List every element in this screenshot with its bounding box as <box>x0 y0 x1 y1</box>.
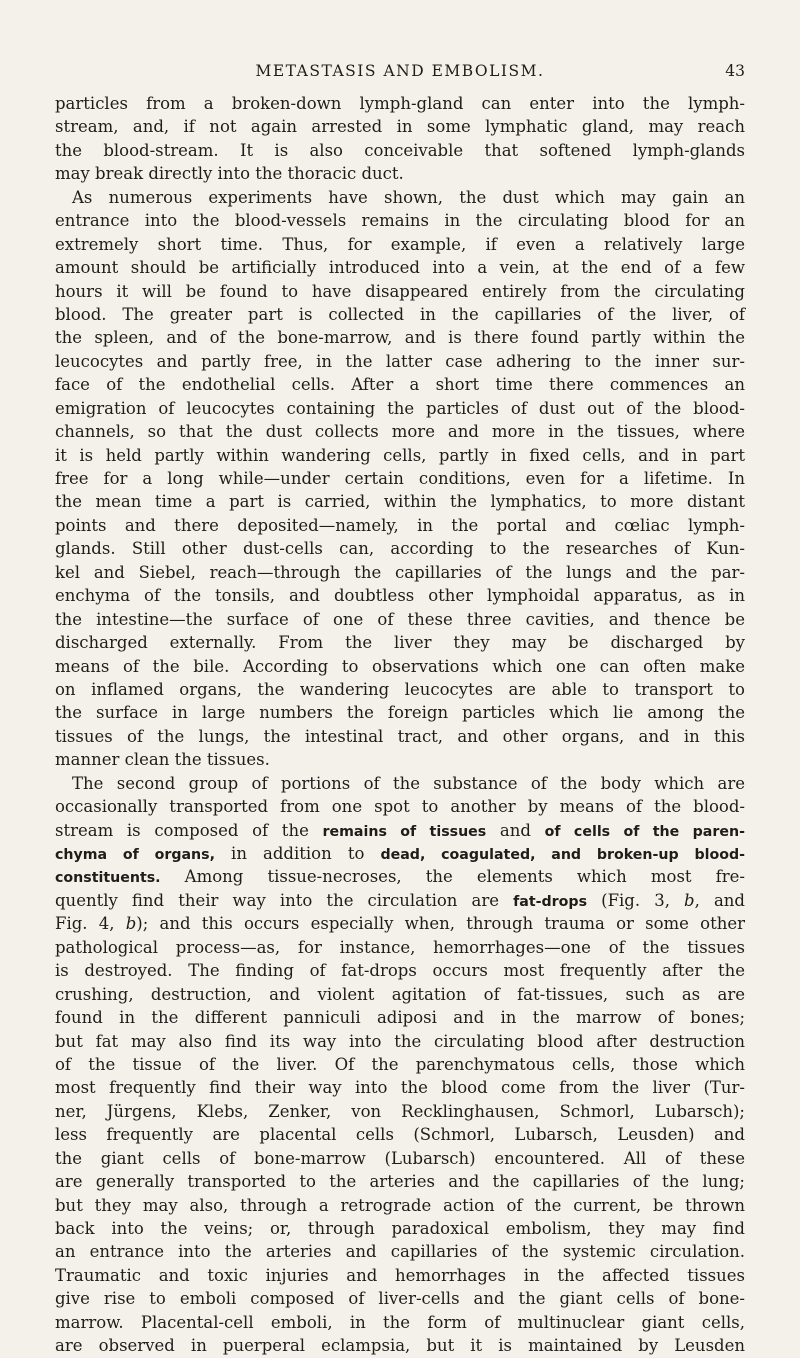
text-line: but fat may also find its way into the circulating blood after destruction <box>55 1031 745 1051</box>
text-line: ner, Jürgens, Klebs, Zenker, von Recklinghausen, Schmorl, Lubarsch); <box>55 1101 745 1121</box>
text-line: on inflamed organs, the wandering leucocytes are able to transport to <box>55 679 745 699</box>
text-run: Fig. 4, <box>55 914 126 934</box>
text-line: face of the endothelial cells. After a short time there commences an <box>55 375 745 395</box>
text-run: ); and this occurs especially when, through trauma or some other <box>136 914 745 934</box>
text-line <box>55 842 745 865</box>
text-line: crushing, destruction, and violent agitation of fat-tissues, such as are <box>55 984 745 1004</box>
running-head <box>55 60 745 82</box>
text-line: manner clean the tissues. <box>55 750 270 770</box>
text-line: of the tissue of the liver. Of the parenchymatous cells, those which <box>55 1054 745 1074</box>
text-line: give rise to emboli composed of liver-cells and the giant cells of bone- <box>55 1289 745 1309</box>
text-line: may break directly into the thoracic duct. <box>55 164 404 184</box>
text-line: tissues of the lungs, the intestinal tract, and other organs, and in this <box>55 726 745 746</box>
emphasized-run: dead, coagulated, and broken-up blood- <box>380 847 745 863</box>
emphasized-run: fat-drops <box>513 893 588 910</box>
body-text <box>55 92 745 1358</box>
text-run: Among tissue-necroses, the elements which most fre- <box>160 867 745 887</box>
text-line: As numerous experiments have shown, the dust which may gain an <box>72 187 745 207</box>
text-run: and <box>486 820 545 840</box>
text-line: found in the different panniculi adiposi and in the marrow of bones; <box>55 1008 745 1028</box>
text-line: is destroyed. The finding of fat-drops occurs most frequently after the <box>55 961 745 981</box>
text-line: means of the bile. According to observations which one can often make <box>55 656 745 676</box>
text-line: stream, and, if not again arrested in some lymphatic gland, may reach <box>55 117 745 137</box>
text-line: free for a long while—under certain conditions, even for a lifetime. In <box>55 469 745 488</box>
emphasized-run: of cells of the paren- <box>544 823 745 840</box>
text-line: hours it will be found to have disappeared entirely from the circulating <box>55 281 745 301</box>
text-line: most frequently find their way into the blood come from the liver (Tur- <box>55 1078 745 1098</box>
text-line: extremely short time. Thus, for example, if even a relatively large <box>55 234 745 254</box>
emphasized-run: chyma of organs, <box>55 847 215 863</box>
text-line <box>55 819 745 842</box>
text-line: it is held partly within wandering cells, partly in fixed cells, and in part <box>55 445 745 465</box>
text-line: marrow. Placental-cell emboli, in the form of multinuclear giant cells, <box>55 1312 745 1332</box>
text-line: the intestine—the surface of one of these three cavities, and thence be <box>55 609 745 629</box>
text-line: discharged externally. From the liver they may be discharged by <box>55 633 745 653</box>
text-line: emigration of leucocytes containing the particles of dust out of the blood- <box>55 398 745 418</box>
emphasized-run: remains of tissues <box>322 823 487 840</box>
text-run: stream is composed of the <box>55 820 323 840</box>
text-line: Traumatic and toxic injuries and hemorrhages in the affected tissues <box>55 1265 745 1285</box>
text-line: an entrance into the arteries and capillaries of the systemic circulation. <box>55 1242 745 1262</box>
text-line: blood. The greater part is collected in the capillaries of the liver, of <box>55 304 745 324</box>
text-line: the surface in large numbers the foreign particles which lie among the <box>55 703 745 723</box>
text-run: in addition to <box>214 844 381 863</box>
text-line: less frequently are placental cells (Schmorl, Lubarsch, Leusden) and <box>55 1125 745 1145</box>
page-number: 43 <box>725 62 745 80</box>
text-line: The second group of portions of the substance of the body which are <box>72 773 745 793</box>
text-line: the spleen, and of the bone-marrow, and is there found partly within the <box>55 328 745 348</box>
italic-run: b <box>684 890 695 910</box>
text-line: particles from a broken-down lymph-gland can enter into the lymph- <box>55 94 745 113</box>
italic-run: b <box>125 914 137 934</box>
text-line: pathological process—as, for instance, hemorrhages—one of the tissues <box>55 937 745 957</box>
text-line: kel and Siebel, reach—through the capillaries of the lungs and the par- <box>55 562 745 582</box>
text-line: back into the veins; or, through paradoxical embolism, they may find <box>55 1219 745 1238</box>
text-line <box>55 912 745 935</box>
text-line: amount should be artificially introduced into a vein, at the end of a few <box>55 258 745 278</box>
running-title: METASTASIS AND EMBOLISM. <box>255 62 545 80</box>
text-line: glands. Still other dust-cells can, according to the researches of Kun- <box>55 539 745 559</box>
text-line <box>55 889 745 912</box>
text-line: the giant cells of bone-marrow (Lubarsch) encountered. All of these <box>55 1148 745 1168</box>
text-line: leucocytes and partly free, in the latter case adhering to the inner sur- <box>55 351 745 371</box>
text-line: enchyma of the tonsils, and doubtless other lymphoidal apparatus, as in <box>55 586 745 606</box>
text-line: occasionally transported from one spot to another by means of the blood- <box>55 797 745 817</box>
text-line: are generally transported to the arteries and the capillaries of the lung; <box>55 1172 745 1192</box>
text-run: , and <box>694 890 745 910</box>
text-line: the mean time a part is carried, within the lymphatics, to more distant <box>55 492 745 512</box>
emphasized-run: constituents. <box>55 870 161 887</box>
text-line: but they may also, through a retrograde action of the current, be thrown <box>55 1195 745 1215</box>
text-line: points and there deposited—namely, in the portal and cœliac lymph- <box>55 515 745 535</box>
text-line: are observed in puerperal eclampsia, but it is maintained by Leusden <box>55 1336 745 1356</box>
text-run: quently find their way into the circulation are <box>55 890 514 910</box>
text-line: the blood-stream. It is also conceivable that softened lymph-glands <box>55 140 745 160</box>
text-line <box>55 865 745 888</box>
text-run: (Fig. 3, <box>587 890 685 910</box>
text-line: entrance into the blood-vessels remains in the circulating blood for an <box>55 211 745 231</box>
text-line: channels, so that the dust collects more and more in the tissues, where <box>55 422 745 442</box>
